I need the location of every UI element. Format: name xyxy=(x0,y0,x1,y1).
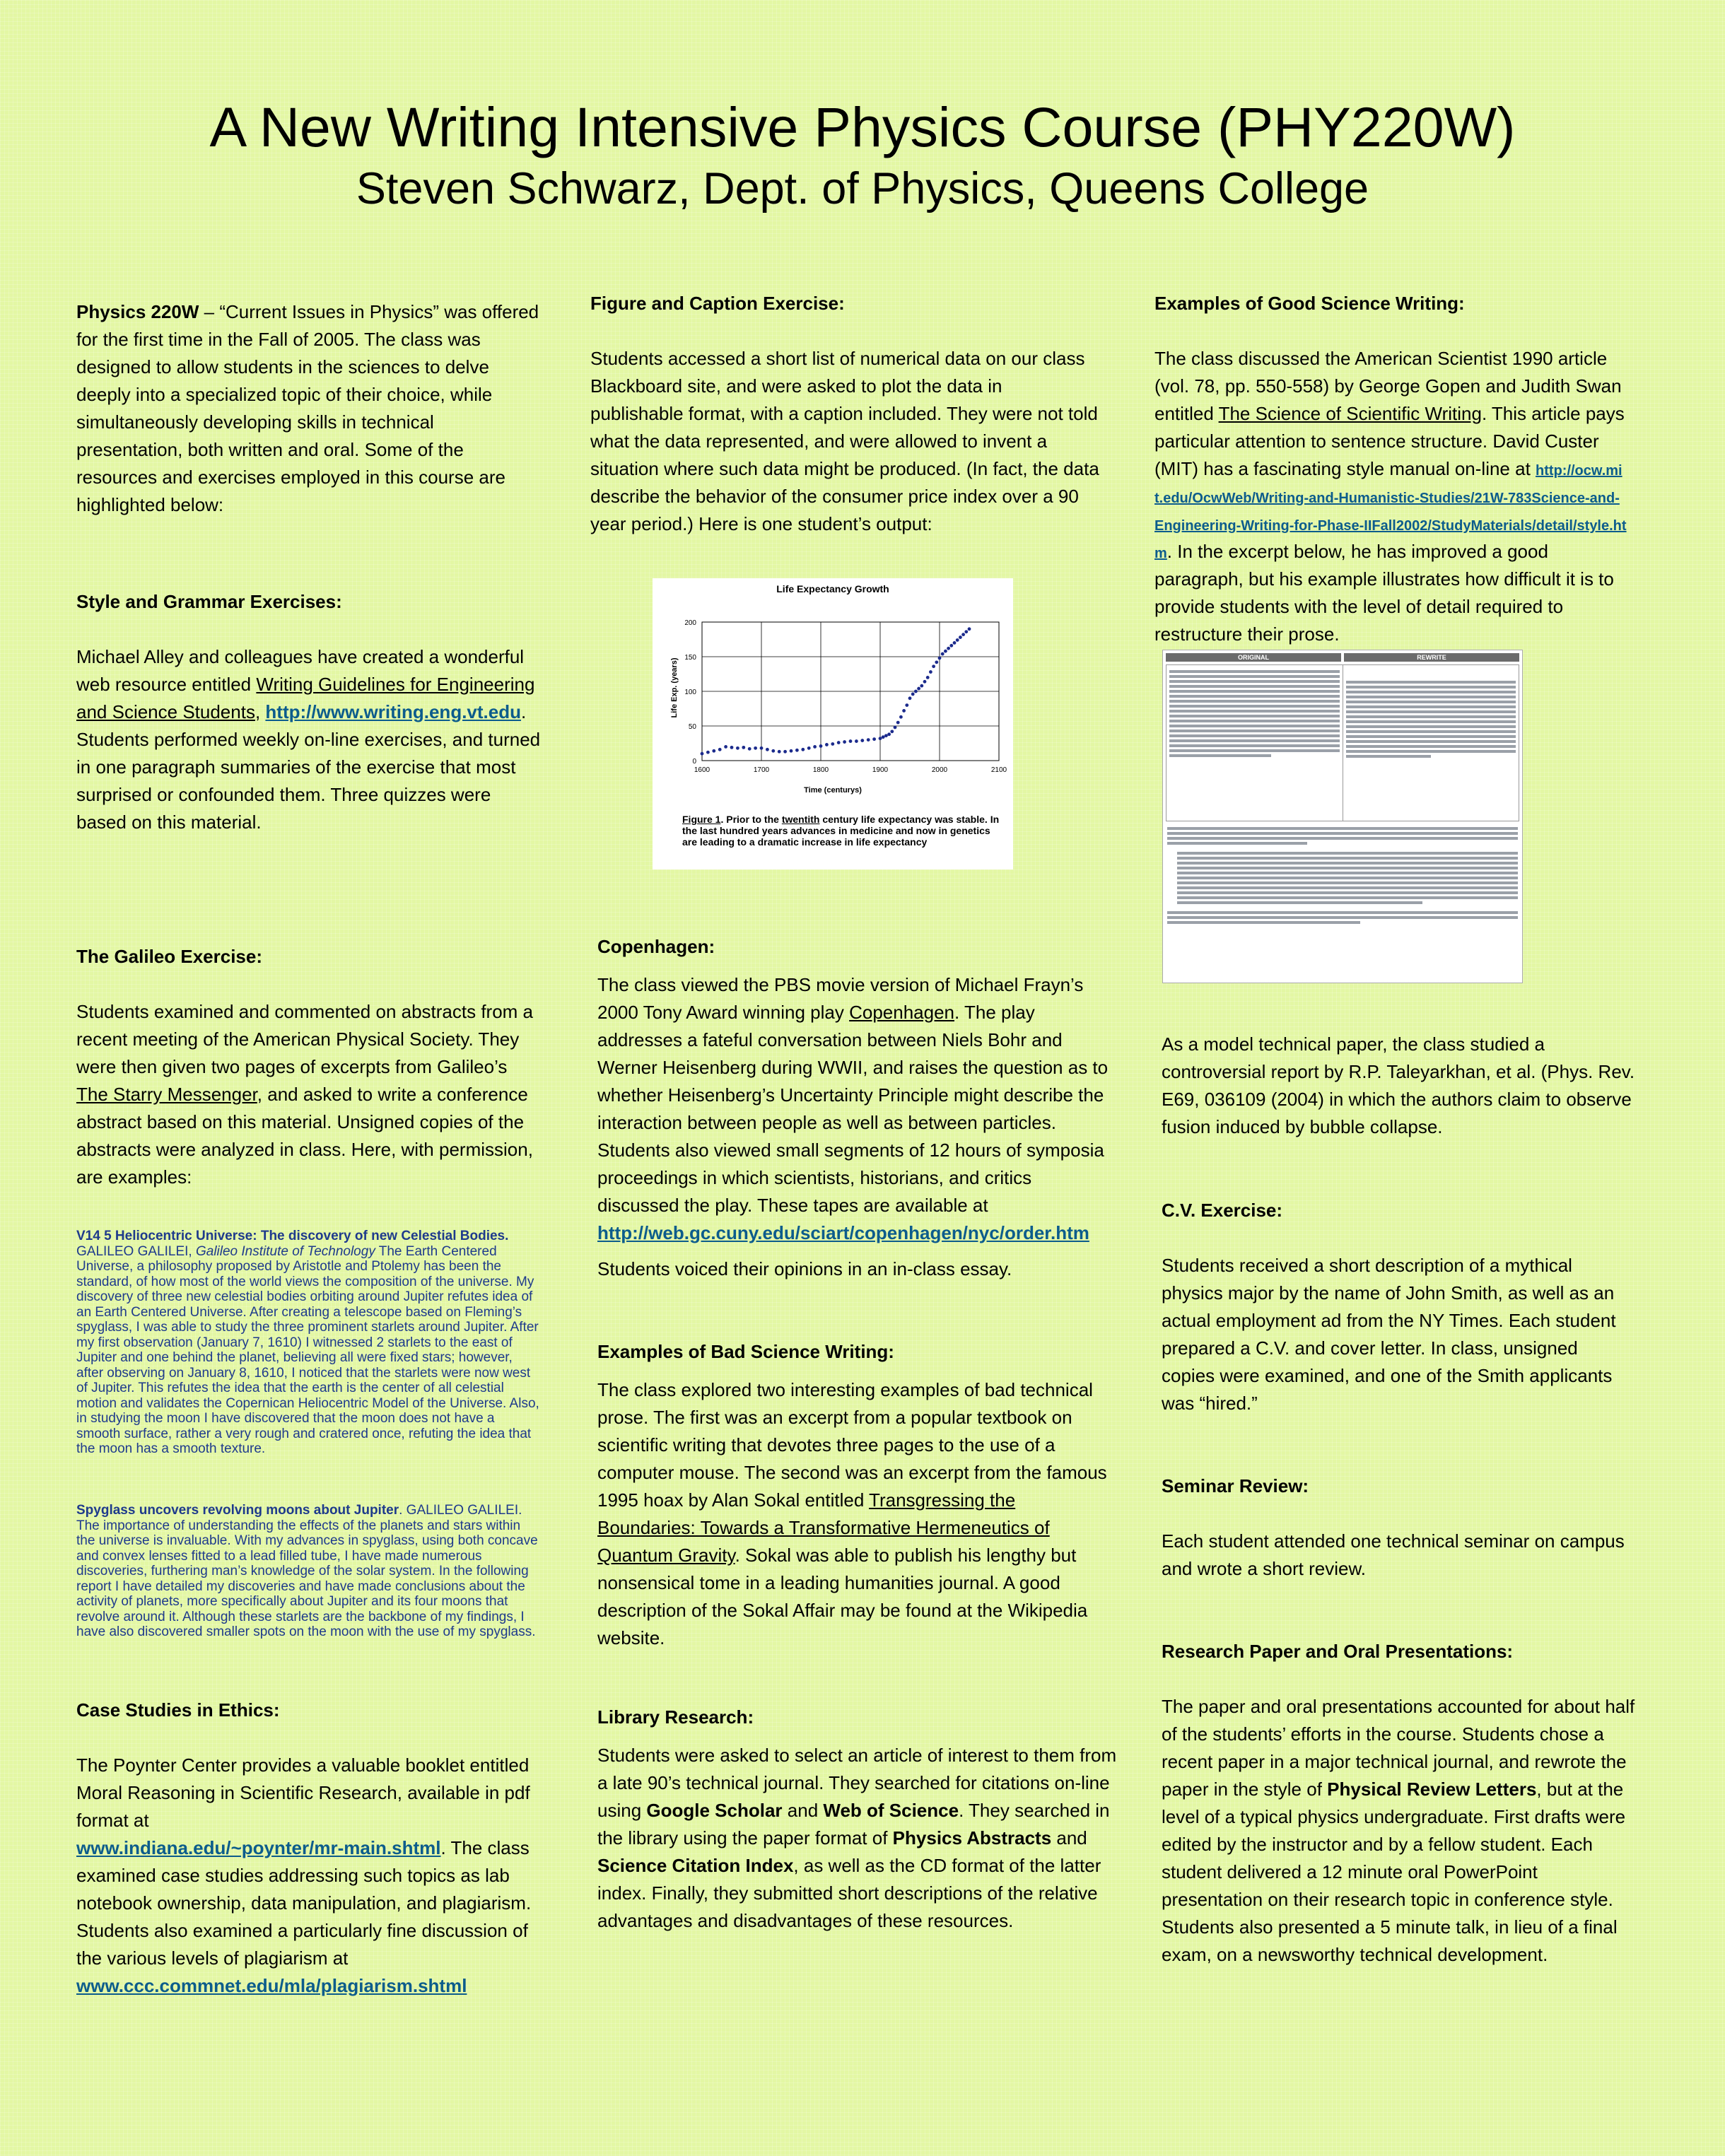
data-point xyxy=(914,690,918,693)
sokal-title: Transgressing the Boundaries: Towards a Transformative Hermeneutics of Quantum Gravity xyxy=(597,1489,1050,1566)
abstract-1-institution: Galileo Institute of Technology xyxy=(195,1243,375,1259)
bad-writing-text-1: The class explored two interesting examples of bad technical prose. The first was an excerpt from a popular textbook on scientific writing that devotes three pages to the use of a computer mouse. The second was an excerpt from the famous 1995 hoax by Alan Sokal entitled xyxy=(597,1379,1107,1511)
copenhagen-text-2: . The play addresses a fateful conversation between Niels Bohr and Werner Heisenberg during WWII, and raises the question as to whether Heisenberg’s Uncertainty Principle might describe the interaction between people as well as between particles. Students also viewed small segments of 12 hours of symposia proceedings in which scientists, historians, and critics discussed the play. These tapes are available at xyxy=(597,1002,1109,1216)
data-point xyxy=(932,664,935,668)
abstract-2-body: The importance of understanding the effects of the planets and stars within the universe is invaluable. With my advances in spyglass, using both concave and convex lenses fitted to a lead filled tube, I have made numerous discoveries, furthering man’s knowledge of the solar system. In the following report I have detailed my discoveries and have made conclusions about the activity of planets, more specifically about Jupiter and its four moons that revolve around it. Although these starlets are the backbone of my findings, I have also discovered smaller spots on the moon with the use of my spyglass. xyxy=(76,1518,538,1639)
data-point xyxy=(754,746,757,750)
prl-journal: Physical Review Letters xyxy=(1327,1779,1537,1800)
figure-exercise-text: Students accessed a short list of numerical data on our class Blackboard site, and were asked to plot the data in publishable format, with a caption included. They were not told what the data represented, and were allowed to invent a situation where such data might be produced. (In fact, the data describe the behavior of the consumer price index over a 90 year period.) Here is one student’s output: xyxy=(590,348,1099,534)
chart-y-label: Life Exp. (years) xyxy=(670,657,679,718)
bad-writing-text-2: . Sokal was able to publish his lengthy but nonsensical tome in a leading humanities journal. A good description of the Sokal Affair may be found at the Wikipedia website. xyxy=(597,1545,1088,1648)
caption-text-a: . Prior to the xyxy=(720,814,782,825)
data-point xyxy=(902,709,906,713)
data-point xyxy=(920,684,923,688)
data-point xyxy=(935,660,938,664)
library-heading: Library Research: xyxy=(597,1706,754,1728)
data-point xyxy=(724,745,727,749)
data-point xyxy=(926,676,930,679)
data-point xyxy=(795,749,799,752)
data-point xyxy=(790,749,793,753)
research-heading: Research Paper and Oral Presentations: xyxy=(1162,1641,1514,1662)
y-tick-label: 100 xyxy=(684,689,696,696)
library-and-2: and xyxy=(1051,1827,1087,1849)
data-point xyxy=(843,740,846,744)
data-point xyxy=(968,627,971,631)
good-writing-text-1: The class discussed the American Scientist 1990 article (vol. 78, pp. 550-558) by George Gopen and Judith Swan entitled xyxy=(1154,348,1622,424)
chart-title: Life Expectancy Growth xyxy=(776,583,889,594)
data-point xyxy=(949,644,953,648)
data-point xyxy=(964,630,968,633)
figure-caption xyxy=(682,814,1002,848)
data-point xyxy=(905,703,908,707)
abstract-1-author: GALILEO GALILEI, xyxy=(76,1243,196,1259)
data-point xyxy=(706,751,710,754)
excerpt-rewrite-header: REWRITE xyxy=(1344,653,1519,662)
data-point xyxy=(748,747,752,751)
ethics-heading: Case Studies in Ethics: xyxy=(76,1699,280,1721)
library-text-3: , as well as the CD format of the latter index. Finally, they submitted short descriptions of the relative advantages and disadvantages of these resources. xyxy=(597,1855,1101,1931)
style-resource-title: Writing Guidelines for Engineering and Science Students xyxy=(76,674,535,722)
abstract-2-title: Spyglass uncovers revolving moons about Jupiter xyxy=(76,1503,399,1518)
abstract-2-author: . GALILEO GALILEI. xyxy=(399,1503,522,1518)
y-tick-label: 200 xyxy=(684,619,696,627)
research-text-2: , but at the level of a typical physics undergraduate. First drafts were edited by the instructor and by a fellow student. Each student delivered a 12 minute oral PowerPoint presentation on their research topic in conference style. Students also presented a 5 minute talk, in lieu of a final exam, on a newsworthy technical development. xyxy=(1162,1779,1626,1965)
data-point xyxy=(929,670,932,674)
bad-writing-section xyxy=(597,1338,1117,1652)
galileo-section xyxy=(76,943,543,1191)
ethics-text-1: The Poynter Center provides a valuable booklet entitled Moral Reasoning in Scientific Research, available in pdf format at xyxy=(76,1754,530,1831)
data-point xyxy=(890,730,894,733)
style-section: Style and Grammar Exercises: Michael Alley and colleagues have created a wonderful web resource entitled Writing Guidelines for Engineering and Science Students, http://www.writing.eng.vt.edu. Students performed weekly on-line exercises, and turned in one paragraph summaries of the exercise that most surprised or confounded them. Three quizzes were based on this material. xyxy=(76,588,543,836)
data-point xyxy=(959,635,962,639)
google-scholar: Google Scholar xyxy=(646,1800,783,1821)
abstract-example-1 xyxy=(76,1229,539,1457)
ethics-section xyxy=(76,1697,543,2000)
data-point xyxy=(778,750,781,754)
good-writing-section xyxy=(1154,290,1628,648)
poster-title: A New Writing Intensive Physics Course (PHY220W) xyxy=(209,95,1516,158)
physics-abstracts: Physics Abstracts xyxy=(892,1827,1052,1849)
library-and-1: and xyxy=(782,1800,824,1821)
chart-x-label: Time (centurys) xyxy=(804,786,862,795)
data-point xyxy=(825,743,829,746)
model-paper-text: As a model technical paper, the class studied a controversial report by R.P. Taleyarkhan, et al. (Phys. Rev. E69, 036109 (2004) in which the authors claim to observe fusion induced by bubble collapse. xyxy=(1162,1033,1635,1137)
caption-label: Figure 1 xyxy=(682,814,721,825)
abstract-1-title: V14 5 Heliocentric Universe: The discovery of new Celestial Bodies. xyxy=(76,1229,509,1243)
life-expectancy-figure xyxy=(653,578,1013,869)
abstract-1-body: The Earth Centered Universe, a philosophy proposed by Aristotle and Ptolemy has been the standard, of how most of the world views the composition of the universe. My discovery of three new celestial bodies orbiting around Jupiter refutes idea of an Earth Centered Universe. After creating a telescope based on Fleming’s spyglass, I was able to study the three prominent starlets around Jupiter. After my first observation (January 7, 1610) I witnessed 2 starlets to the east of Jupiter and one behind the planet, believing all were fixed stars; however, after observing on January 8, 1610, I noticed that the starlets were now west of Jupiter. This refutes the idea that the earth is the center of all celestial motion and validates the Copernican Heliocentric Model of the Universe. Also, in studying the moon I have discovered that the moon does not have a smooth surface, rather a very rough and cratered once, refuting the idea that the moon has a smooth texture. xyxy=(76,1243,539,1456)
galileo-text-1: Students examined and commented on abstracts from a recent meeting of the American Physical Society. They were then given two pages of excerpts from Galileo’s xyxy=(76,1001,534,1077)
copenhagen-heading: Copenhagen: xyxy=(597,936,715,957)
data-point xyxy=(849,739,853,743)
copenhagen-play-title: Copenhagen xyxy=(849,1002,954,1023)
data-point xyxy=(760,746,764,750)
course-name: Physics 220W xyxy=(76,301,199,322)
starry-messenger-title: The Starry Messenger xyxy=(76,1084,257,1105)
intro-text: – “Current Issues in Physics” was offered for the first time in the Fall of 2005. The class was designed to allow students in the sciences to delve deeply into a specialized topic of their choice, while simultaneously developing skills in technical presentation, both written and oral. Some of the resources and exercises employed in this course are highlighted below: xyxy=(76,301,539,515)
data-point xyxy=(807,746,811,750)
data-point xyxy=(766,748,769,751)
data-point xyxy=(867,738,870,742)
caption-twentith: twentith xyxy=(781,814,820,825)
life-expectancy-chart xyxy=(653,578,1013,833)
data-point xyxy=(941,652,945,656)
data-point xyxy=(917,687,920,691)
mit-style-link[interactable]: http://ocw.mit.edu/OcwWeb/Writing-and-Humanistic-Studies/21W-783Science-and-Engineering-Writing-for-Phase-IIFall2002/StudyMaterials/detail/style.htm xyxy=(1154,463,1627,561)
figure-heading: Figure and Caption Exercise: xyxy=(590,293,845,314)
copenhagen-text-1: The class viewed the PBS movie version of Michael Frayn’s 2000 Tony Award winning play xyxy=(597,974,1084,1023)
data-point xyxy=(887,732,891,736)
x-tick-label: 1600 xyxy=(694,766,711,774)
style-text-1: Michael Alley and colleagues have created a wonderful web resource entitled xyxy=(76,646,525,695)
data-point xyxy=(701,752,704,756)
style-heading: Style and Grammar Exercises: xyxy=(76,591,342,612)
x-tick-label: 2000 xyxy=(931,766,948,774)
data-point xyxy=(953,641,957,645)
data-point xyxy=(813,745,817,749)
data-point xyxy=(894,726,897,730)
data-point xyxy=(956,638,959,642)
figure-exercise-section xyxy=(590,290,1099,538)
writing-eng-link[interactable]: http://www.writing.eng.vt.edu xyxy=(265,701,521,722)
x-tick-label: 1900 xyxy=(872,766,889,774)
research-section xyxy=(1162,1638,1635,1969)
science-citation-index: Science Citation Index xyxy=(597,1855,794,1876)
data-point xyxy=(884,734,888,737)
cv-text: Students received a short description of a mythical physics major by the name of John Smith, as well as an actual employment ad from the NY Times. Each student prepared a C.V. and cover letter. In class, unsigned copies were examined, and one of the Smith applicants was “hired.” xyxy=(1162,1255,1616,1414)
good-writing-text-3: . In the excerpt below, he has improved a good paragraph, but his example illustrates how difficult it is to provide students with the level of detail required to restructure their prose. xyxy=(1154,541,1614,645)
data-point xyxy=(944,650,947,653)
good-writing-heading: Examples of Good Science Writing: xyxy=(1154,293,1465,314)
style-text-2: . Students performed weekly on-line exercises, and turned in one paragraph summaries of the exercise that most surprised or confounded them. Three quizzes were based on this material. xyxy=(76,701,541,833)
data-point xyxy=(911,693,915,696)
data-point xyxy=(837,741,841,744)
data-point xyxy=(961,633,965,636)
galileo-heading: The Galileo Exercise: xyxy=(76,946,263,967)
bad-writing-heading: Examples of Bad Science Writing: xyxy=(597,1341,894,1362)
web-of-science: Web of Science xyxy=(823,1800,959,1821)
data-point xyxy=(712,749,715,753)
gopen-article-title: The Science of Scientific Writing xyxy=(1218,403,1482,424)
ethics-text-2: . The class examined case studies addressing such topics as lab notebook ownership, data manipulation, and plagiarism. Students also examined a particularly fine discussion of the various levels of plagiarism at xyxy=(76,1837,532,1969)
seminar-heading: Seminar Review: xyxy=(1162,1475,1309,1496)
excerpt-original-header: ORIGINAL xyxy=(1166,653,1341,662)
library-section xyxy=(597,1704,1117,1935)
data-point xyxy=(899,715,903,719)
data-point xyxy=(801,748,805,751)
data-point xyxy=(855,739,858,743)
poster-subtitle: Steven Schwarz, Dept. of Physics, Queens College xyxy=(356,164,1369,213)
data-point xyxy=(882,735,885,739)
y-tick-label: 0 xyxy=(692,758,696,766)
data-point xyxy=(718,748,722,751)
data-point xyxy=(947,647,950,650)
data-point xyxy=(819,744,823,748)
y-tick-label: 150 xyxy=(684,654,696,662)
data-point xyxy=(923,680,927,684)
copenhagen-text-3: Students voiced their opinions in an in-class essay. xyxy=(597,1258,1012,1279)
intro-section xyxy=(76,298,543,519)
data-point xyxy=(938,657,942,660)
model-paper-section xyxy=(1162,1031,1635,1141)
data-point xyxy=(872,737,876,741)
x-tick-label: 1700 xyxy=(753,766,770,774)
data-point xyxy=(742,746,745,749)
plagiarism-link[interactable]: www.ccc.commnet.edu/mla/plagiarism.shtml xyxy=(76,1975,467,1996)
poynter-link[interactable]: www.indiana.edu/~poynter/mr-main.shtml xyxy=(76,1837,441,1858)
abstract-example-2 xyxy=(76,1503,539,1640)
data-point xyxy=(736,746,739,750)
research-text-1: The paper and oral presentations accounted for about half of the students’ efforts in the course. Students chose a recent paper in a major technical journal, and rewrote the paper in the style of xyxy=(1162,1696,1635,1800)
data-point xyxy=(879,737,882,740)
cv-heading: C.V. Exercise: xyxy=(1162,1200,1283,1221)
data-point xyxy=(896,721,900,725)
library-text-2: . They searched in the library using the paper format of xyxy=(597,1800,1110,1849)
data-point xyxy=(908,696,912,700)
galileo-text-2: , and asked to write a conference abstract based on this material. Unsigned copies of the abstracts were analyzed in class. Here, with permission, are examples: xyxy=(76,1084,533,1188)
caption-text-b: century life expectancy was stable. In the last hundred years advances in medicine and now in genetics are leading to a dramatic increase in life expectancy xyxy=(682,814,1000,848)
x-tick-label: 2100 xyxy=(990,766,1007,774)
seminar-section xyxy=(1162,1472,1635,1583)
data-point xyxy=(783,750,787,754)
copenhagen-section xyxy=(597,933,1117,1283)
data-point xyxy=(771,749,775,753)
data-point xyxy=(831,742,834,746)
good-writing-text-2: . This article pays particular attention to sentence structure. David Custer (MIT) has a fascinating style manual on-line at xyxy=(1154,403,1625,479)
copenhagen-tapes-link[interactable]: http://web.gc.cuny.edu/sciart/copenhagen/nyc/order.htm xyxy=(597,1222,1089,1243)
cv-section xyxy=(1162,1197,1635,1417)
style-manual-excerpt xyxy=(1162,650,1523,983)
y-tick-label: 50 xyxy=(688,723,696,731)
x-tick-label: 1800 xyxy=(812,766,829,774)
data-point xyxy=(730,746,734,749)
data-point xyxy=(860,739,864,742)
seminar-text: Each student attended one technical seminar on campus and wrote a short review. xyxy=(1162,1530,1625,1579)
library-text-1: Students were asked to select an article of interest to them from a late 90’s technical journal. They searched for citations on-line using xyxy=(597,1745,1117,1821)
